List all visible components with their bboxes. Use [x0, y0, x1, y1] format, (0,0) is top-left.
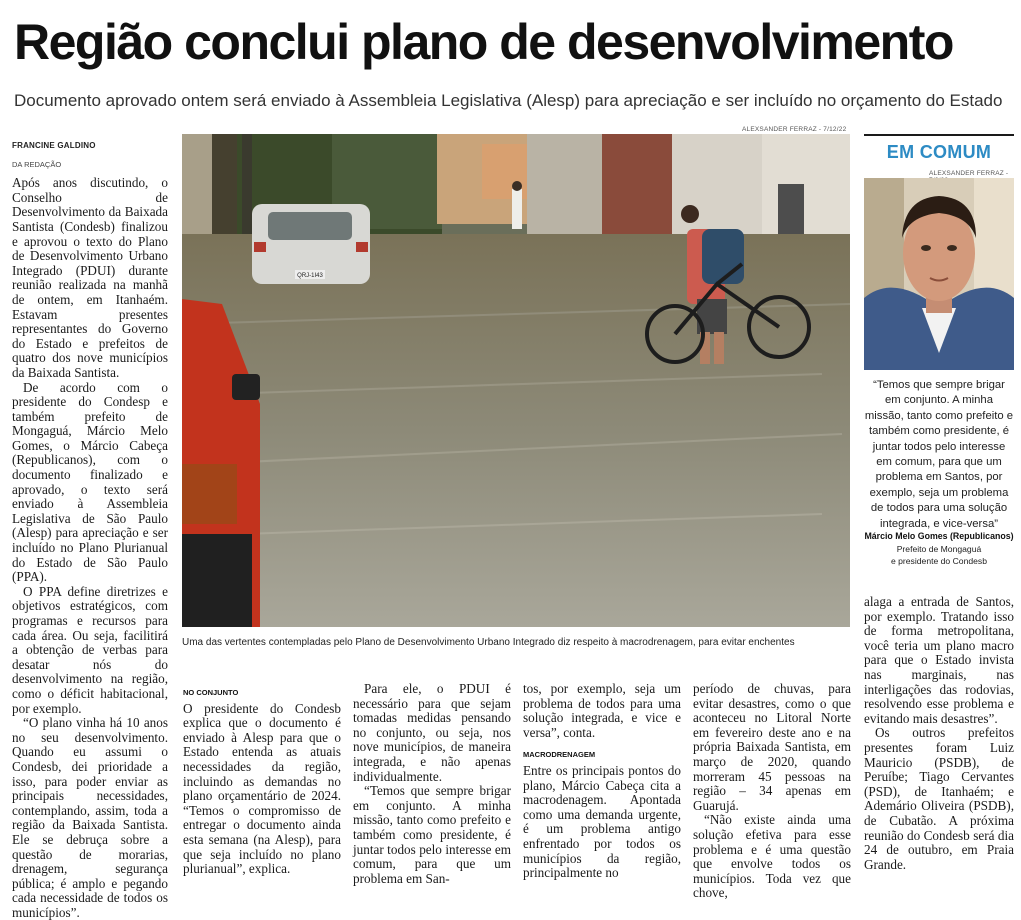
article-paragraph: Após anos discutindo, o Conselho de Desenvolvimento da Baixada Santista (Condesb) finalizou e aprovou o texto do Plano de Desenvolvimento Urbano Integrado (PDUI) durante reunião realizada na manhã de ontem, em Itanhaém. Estavam presentes representantes do Governo do Estado e prefeitos de quatro dos nove municípios da Baixada Santista.	[12, 175, 168, 380]
article-column-4	[523, 682, 681, 886]
pull-quote: “Temos que sempre brigar em conjunto. A minha missão, tanto como prefeito e também como presidente, é juntar todos pelo interesse em comum, para que um problema em Santos, por exemplo, seja um problema de todos para uma solução integrada, e vice-versa”	[864, 379, 1014, 530]
sidebar-header	[864, 134, 1014, 172]
license-plate: QRJ-1I43	[297, 273, 323, 279]
photo-caption: Uma das vertentes contempladas pelo Plano de Desenvolvimento Urbano Integrado diz respeito à macrodrenagem, para evitar enchentes	[182, 637, 795, 648]
subheadline: Documento aprovado ontem será enviado à Assembleia Legislativa (Alesp) para apreciação e ser incluído no orçamento do Estado	[14, 91, 1003, 110]
sidebar-title: EM COMUM	[886, 142, 992, 162]
article-paragraph: Os outros prefeitos presentes foram Luiz Mauricio (PSDB), de Peruíbe; Tiago Cervantes (PSD), de Itanhaém; e Ademário Oliveira (PSDB), de Cubatão. A próxima reunião do Condesb será dia 24 de outubro, em Praia Grande.	[864, 725, 1014, 872]
quote-author: Márcio Melo Gomes (Republicanos)	[864, 531, 1014, 541]
article-paragraph: De acordo com o presidente do Condesp e também prefeito de Mongaguá, Márcio Melo Gomes, o Márcio Cabeça (Republicanos), com o documento finalizado e aprovado, o texto será enviado à Assembleia Legislativa de São Paulo (Alesp) para apreciação e ser incluído no Plano Plurianual do Estado de São Paulo (PPA).	[12, 379, 168, 585]
section-heading: MACRODRENAGEM	[523, 750, 596, 760]
article-paragraph: “Não existe ainda uma solução efetiva para esse problema e é uma questão que envolve todos os municípios. Toda vez que chove,	[693, 812, 851, 901]
flood-photo	[182, 134, 850, 627]
quote-author-role-line: e presidente do Condesb	[890, 556, 988, 566]
article-paragraph: período de chuvas, para evitar desastres, como o que aconteceu no Litoral Norte em fevereiro deste ano e na própria Baixada Santista, em março de 2020, quando morreram 45 pessoas na região – 34 apenas em Guarujá.	[693, 681, 851, 813]
article-column-1	[12, 139, 168, 920]
photo-credit: ALEXSANDER FERRAZ - 7/12/22	[742, 126, 847, 133]
article-column-6	[864, 595, 1014, 887]
article-paragraph: O PPA define diretrizes e objetivos estratégicos, com programas e recursos para cada área. Ou seja, facilitirá a obtenção de verbas para desatar nós do desenvolvimento na região, como o déficit habitacional, por exemplo.	[12, 583, 168, 716]
article-paragraph: tos, por exemplo, seja um problema de todos para uma solução integrada, e vice e versa”, conta.	[523, 681, 681, 740]
article-paragraph: O presidente do Condesb explica que o documento é enviado à Alesp para que o Estado entenda as atuais necessidades da região, incluindo as demandas no plano orçamentário de 2024. “Temos o compromisso de entregar o documento ainda esta semana (na Alesp), para que seja incluído no plano plurianual”, explica.	[183, 700, 341, 877]
portrait-credit: ALEXSANDER FERRAZ -	[929, 170, 1009, 177]
headline: Região conclui plano de desenvolvimento	[14, 14, 953, 70]
article-paragraph: “Temos que sempre brigar em conjunto. A minha missão, tanto como prefeito e também como presidente, é juntar todos pelo interesse em comum, para que um problema em San-	[353, 783, 511, 886]
quote-author-role-line: Prefeito de Mongaguá	[896, 544, 982, 554]
quote-author-role	[864, 543, 1014, 567]
portrait-photo	[864, 178, 1014, 370]
article-column-2	[183, 686, 341, 886]
byline-author: FRANCINE GALDINO	[12, 141, 96, 150]
byline-role: DA REDAÇÃO	[12, 159, 62, 169]
article-column-5	[693, 681, 851, 901]
article-paragraph: “O plano vinha há 10 anos no seu desenvolvimento. Quando eu assumi o Condesb, dei prioridade a isso, para poder enviar as principais necessidades, contemplando, assim, toda a região da Baixada Santista. Ele se debruça sobre a questão de morarias, drenagem, segurança pública; é amplo e pegando cada necessidade de todos os municípios”.	[12, 715, 168, 920]
article-column-3	[353, 682, 511, 886]
article-paragraph: Entre os principais pontos do plano, Márcio Cabeça cita a macrodenagem. Apontada como uma demanda urgente, é um problema antigo enfrentado por todos os municípios da região, principalmente no	[523, 762, 681, 881]
article-paragraph: Para ele, o PDUI é necessário para que sejam tomadas medidas pensando no conjunto, ou seja, nos nove municípios, de maneira integrada, e não apenas individualmente.	[353, 681, 511, 784]
article-paragraph: alaga a entrada de Santos, por exemplo. Tratando isso de forma metropolitana, você teria um plano macro para que o Estado invista nas marginais, nas interligações das rodovias, resolvendo esse problema e evitando mais desastres”.	[864, 594, 1014, 726]
section-heading: NO CONJUNTO	[183, 688, 239, 697]
